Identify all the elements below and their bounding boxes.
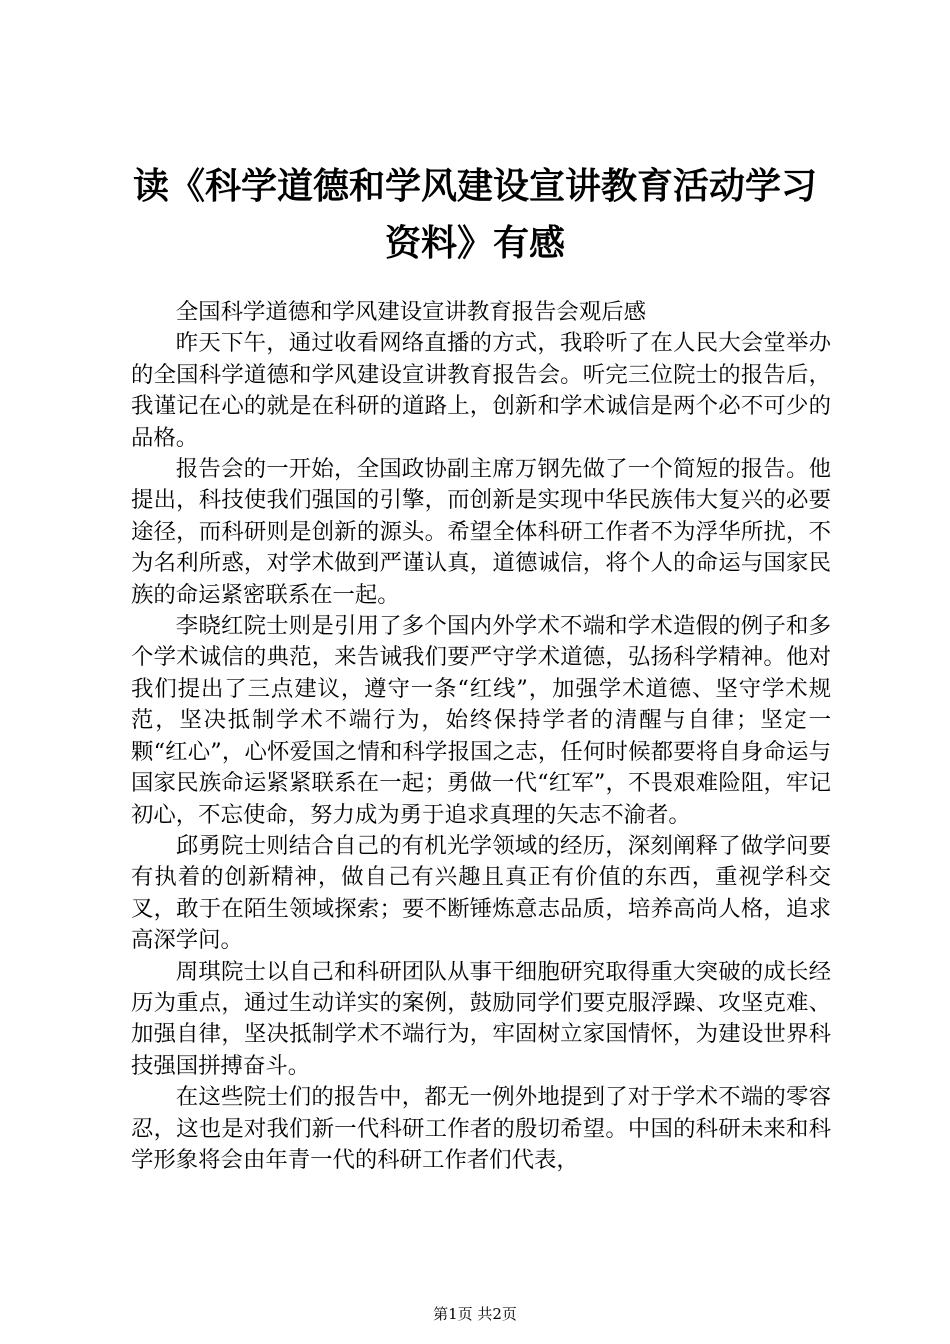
paragraph: 李晓红院士则是引用了多个国内外学术不端和学术造假的例子和多个学术诚信的典范，来告诫我们要严守学术道德，弘扬科学精神。他对我们提出了三点建议，遵守一条“红线”，加强学术道德、坚守学术规范，坚决抵制学术不端行为，始终保持学者的清醒与自律；坚定一颗“红心”，心怀爱国之情和科学报国之志，任何时候都要将自身命运与国家民族命运紧紧联系在一起；勇做一代“红军”，不畏艰难险阻，牢记初心，不忘使命，努力成为勇于追求真理的矢志不渝者。 — [131, 613, 831, 828]
paragraph: 邱勇院士则结合自己的有机光学领域的经历，深刻阐释了做学问要有执着的创新精神，做自己有兴趣且真正有价值的东西，重视学科交叉，敢于在陌生领域探索；要不断锤炼意志品质，培养高尚人格，追求高深学问。 — [131, 832, 831, 954]
paragraph: 昨天下午，通过收看网络直播的方式，我聆听了在人民大会堂举办的全国科学道德和学风建设宣讲教育报告会。听完三位院士的报告后，我谨记在心的就是在科研的道路上，创新和学术诚信是两个必不可少的品格。 — [131, 330, 831, 451]
paragraph: 周琪院士以自己和科研团队从事干细胞研究取得重大突破的成长经历为重点，通过生动详实的案例，鼓励同学们要克服浮躁、攻坚克难、加强自律，坚决抵制学术不端行为，牢固树立家国情怀，为建设世界科技强国拼搏奋斗。 — [131, 958, 831, 1079]
paragraph: 在这些院士们的报告中，都无一例外地提到了对于学术不端的零容忍，这也是对我们新一代科研工作者的殷切希望。中国的科研未来和科学形象将会由年青一代的科研工作者们代表， — [131, 1084, 831, 1173]
paragraph-subtitle: 全国科学道德和学风建设宣讲教育报告会观后感 — [175, 299, 646, 325]
document-body — [131, 297, 831, 1176]
page-footer: 第1页 共2页 — [433, 1305, 517, 1323]
document-title: 读《科学道德和学风建设宣讲教育活动学习资料》有感 — [132, 166, 817, 264]
paragraph: 报告会的一开始，全国政协副主席万钢先做了一个简短的报告。他提出，科技使我们强国的引擎，而创新是实现中华民族伟大复兴的必要途径，而科研则是创新的源头。希望全体科研工作者不为浮华所扰，不为名利所惑，对学术做到严谨认真，道德诚信，将个人的命运与国家民族的命运紧密联系在一起。 — [131, 456, 831, 608]
